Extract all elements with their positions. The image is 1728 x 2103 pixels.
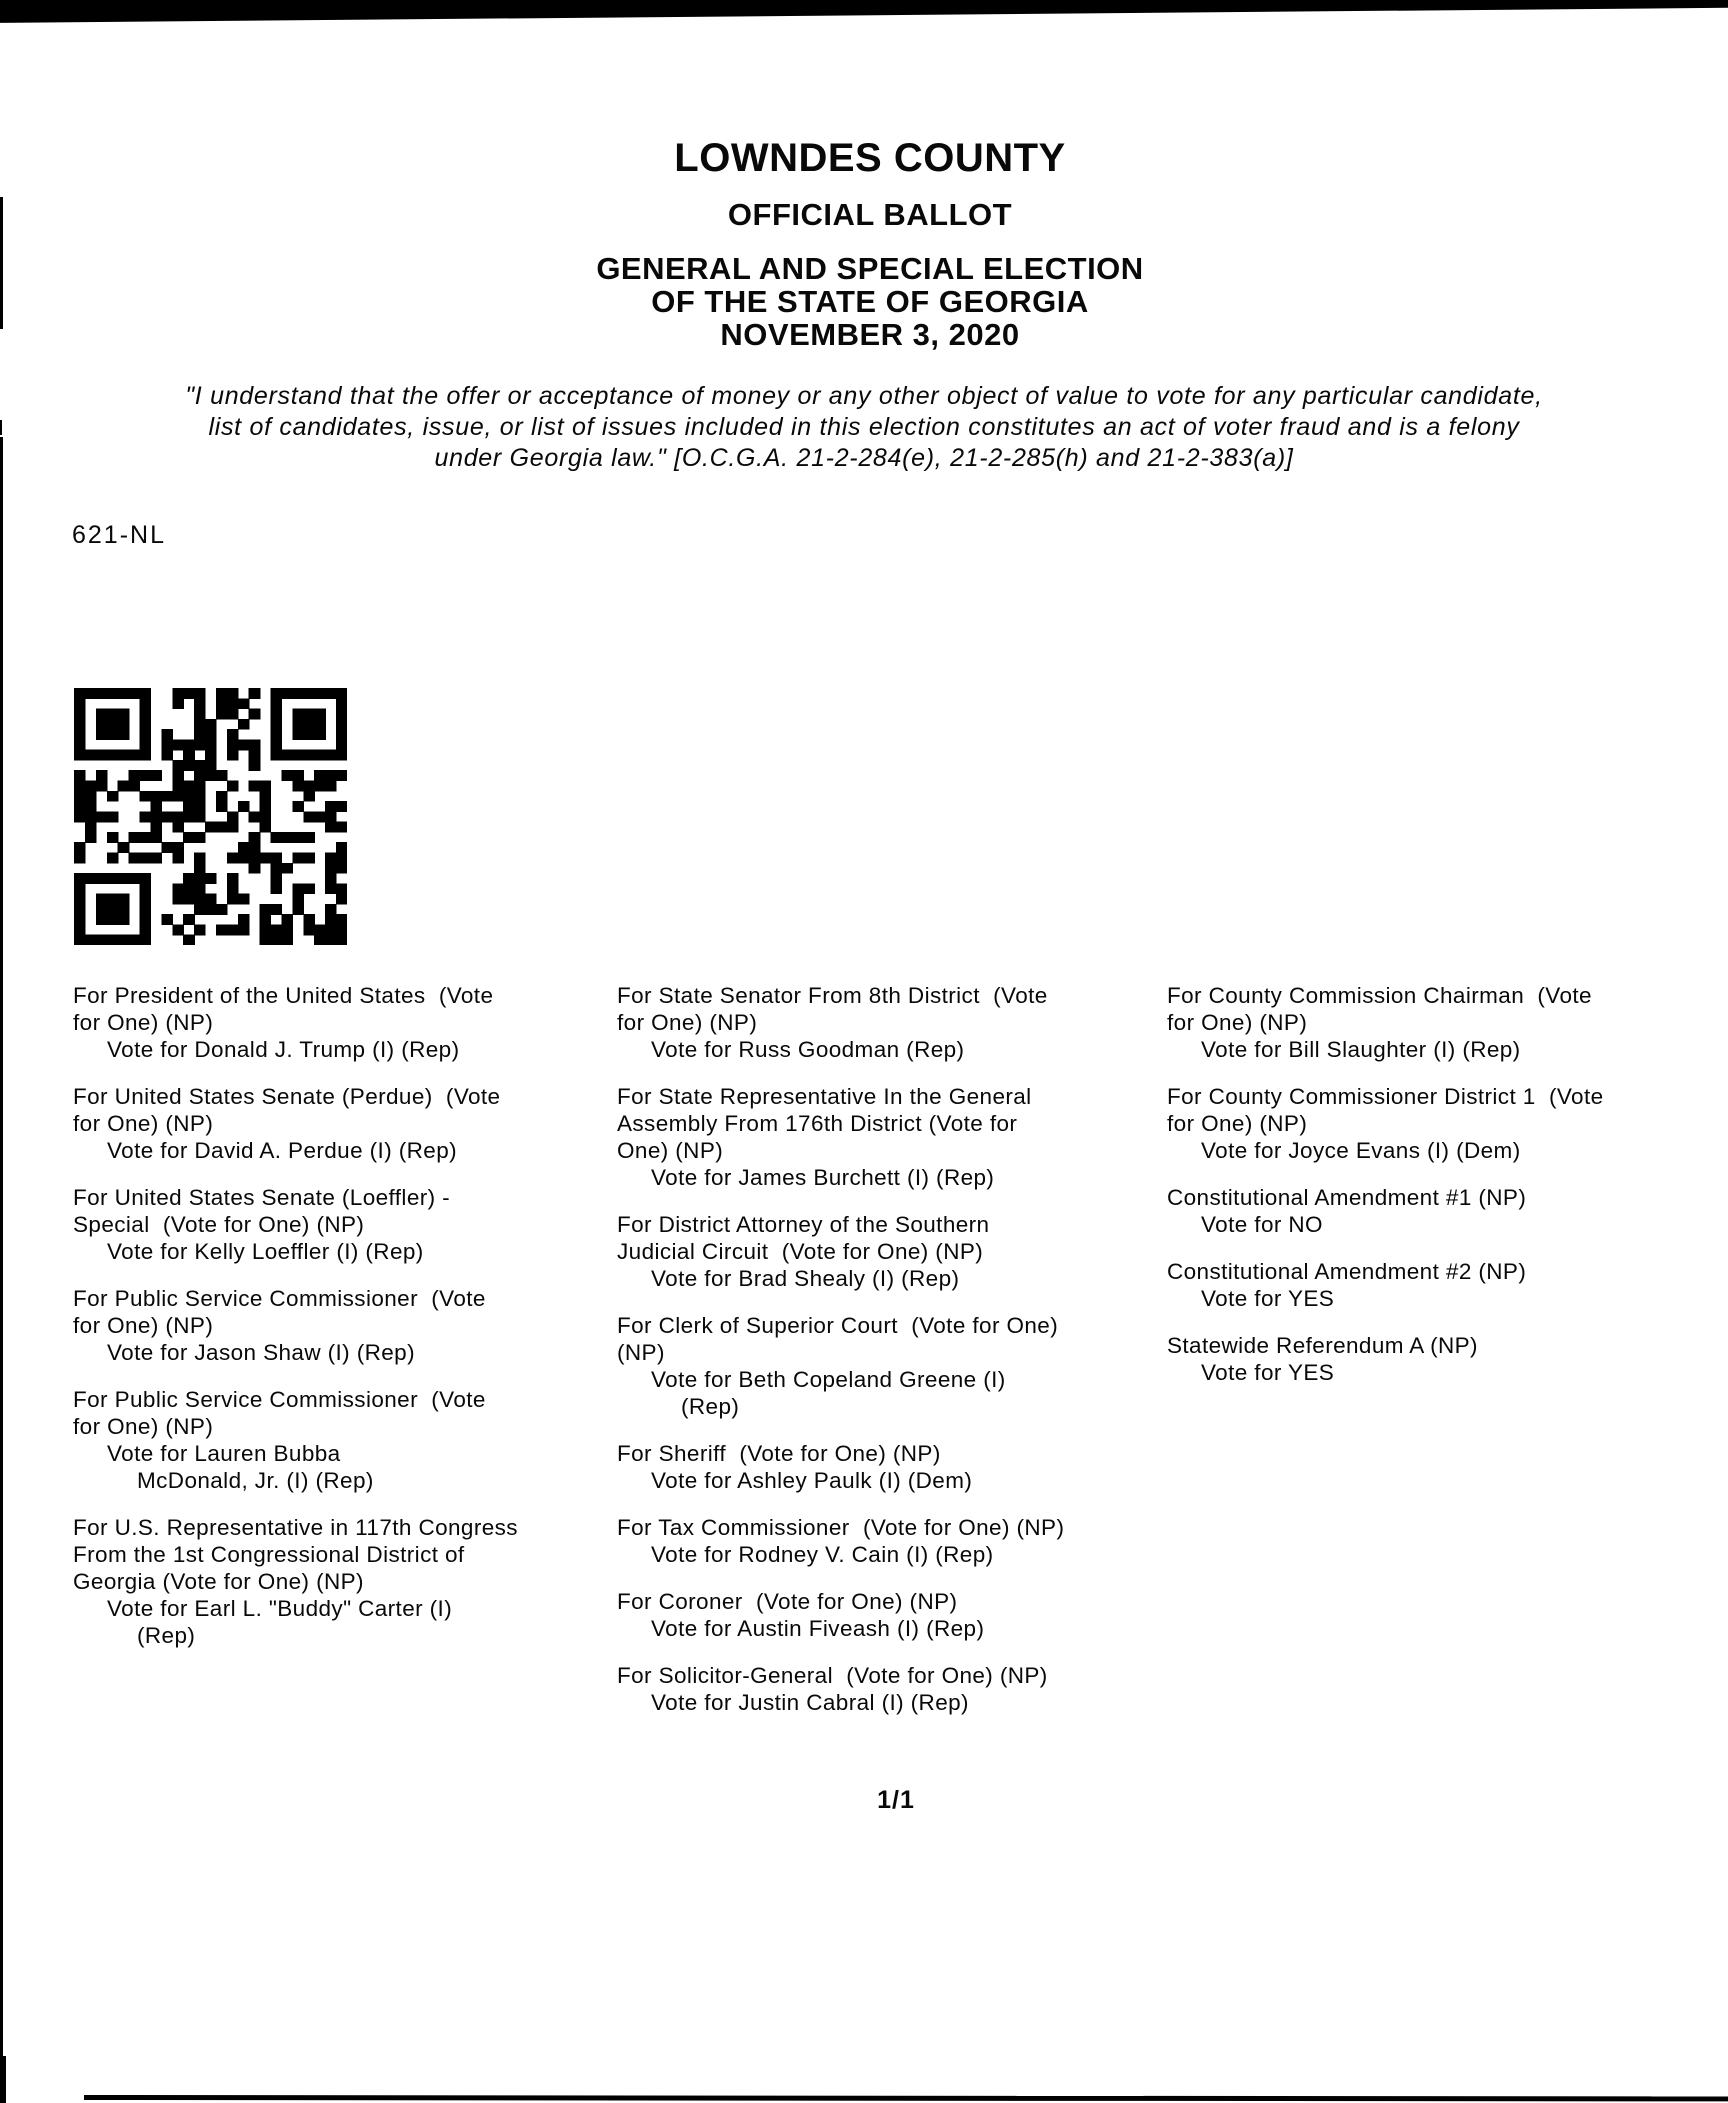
race-heading-line: For County Commissioner District 1 (Vote — [1167, 1084, 1604, 1109]
race — [617, 1515, 1177, 1569]
vote-line: Vote for Kelly Loeffler (I) (Rep) — [107, 1239, 424, 1264]
race — [617, 1663, 1177, 1717]
race — [73, 1185, 633, 1266]
race-heading-line: (NP) — [617, 1340, 665, 1365]
disclaimer-line: under Georgia law." [O.C.G.A. 21-2-284(e), 21-2-285(h) and 21-2-383(a)] — [434, 444, 1294, 472]
race — [1167, 1259, 1727, 1313]
race-heading-line: Constitutional Amendment #1 (NP) — [1167, 1185, 1527, 1210]
race — [617, 1084, 1177, 1192]
election-date: NOVEMBER 3, 2020 — [720, 317, 1020, 352]
race-heading-line: Special (Vote for One) (NP) — [73, 1212, 365, 1237]
race-heading-line: For State Senator From 8th District (Vote — [617, 983, 1048, 1008]
race — [617, 1441, 1177, 1495]
page-number: 1/1 — [877, 1786, 915, 1814]
race-heading-line: for One) (NP) — [1167, 1111, 1308, 1136]
race — [617, 1313, 1177, 1421]
race-heading-line: One) (NP) — [617, 1138, 724, 1163]
vote-line: (Rep) — [137, 1623, 196, 1648]
vote-line: Vote for YES — [1201, 1286, 1335, 1311]
race-heading-line: For President of the United States (Vote — [73, 983, 494, 1008]
race-heading-line: For District Attorney of the Southern — [617, 1212, 990, 1237]
qr-code — [74, 688, 347, 945]
vote-line: Vote for Brad Shealy (I) (Rep) — [651, 1266, 960, 1291]
vote-line: Vote for Earl L. "Buddy" Carter (I) — [107, 1596, 453, 1621]
race — [1167, 1333, 1727, 1387]
ballot-column-2 — [617, 983, 1177, 1737]
race — [1167, 983, 1727, 1064]
ballot-style-code: 621-NL — [72, 521, 166, 549]
race-heading-line: for One) (NP) — [73, 1010, 214, 1035]
race-heading-line: for One) (NP) — [73, 1111, 214, 1136]
ballot-column-3 — [1167, 983, 1727, 1407]
race — [1167, 1084, 1727, 1165]
race-heading-line: For United States Senate (Perdue) (Vote — [73, 1084, 501, 1109]
race-heading-line: For State Representative In the General — [617, 1084, 1032, 1109]
race-heading-line: For Solicitor-General (Vote for One) (NP) — [617, 1663, 1048, 1688]
race-heading-line: For Tax Commissioner (Vote for One) (NP) — [617, 1515, 1065, 1540]
vote-line: Vote for Beth Copeland Greene (I) — [651, 1367, 1006, 1392]
scan-artifact-bottom-line — [84, 2095, 1728, 2101]
vote-line: Vote for Ashley Paulk (I) (Dem) — [651, 1468, 973, 1493]
vote-line: (Rep) — [681, 1394, 740, 1419]
race-heading-line: From the 1st Congressional District of — [73, 1542, 465, 1567]
race — [73, 1387, 633, 1495]
scan-artifact-left-line — [0, 2056, 6, 2103]
county-title: LOWNDES COUNTY — [674, 136, 1066, 180]
vote-line: Vote for NO — [1201, 1212, 1323, 1237]
race-heading-line: For Coroner (Vote for One) (NP) — [617, 1589, 958, 1614]
race — [73, 983, 633, 1064]
vote-line: Vote for James Burchett (I) (Rep) — [651, 1165, 995, 1190]
vote-line: Vote for Joyce Evans (I) (Dem) — [1201, 1138, 1521, 1163]
race-heading-line: For County Commission Chairman (Vote — [1167, 983, 1592, 1008]
race-heading-line: For Sheriff (Vote for One) (NP) — [617, 1441, 941, 1466]
race-heading-line: Assembly From 176th District (Vote for — [617, 1111, 1018, 1136]
race-heading-line: For United States Senate (Loeffler) - — [73, 1185, 451, 1210]
race — [73, 1286, 633, 1367]
vote-line: Vote for Austin Fiveash (I) (Rep) — [651, 1616, 985, 1641]
vote-line: Vote for David A. Perdue (I) (Rep) — [107, 1138, 458, 1163]
vote-line: Vote for Russ Goodman (Rep) — [651, 1037, 965, 1062]
race-heading-line: Statewide Referendum A (NP) — [1167, 1333, 1478, 1358]
vote-line: McDonald, Jr. (I) (Rep) — [137, 1468, 374, 1493]
race-heading-line: for One) (NP) — [73, 1414, 214, 1439]
race-heading-line: Georgia (Vote for One) (NP) — [73, 1569, 364, 1594]
vote-line: Vote for Justin Cabral (I) (Rep) — [651, 1690, 969, 1715]
scan-artifact-left-line — [0, 437, 3, 2103]
race — [617, 983, 1177, 1064]
vote-line: Vote for Rodney V. Cain (I) (Rep) — [651, 1542, 994, 1567]
disclaimer-line: "I understand that the offer or acceptance of money or any other object of value to vote for any particular candidate, — [185, 382, 1543, 410]
race-heading-line: For Public Service Commissioner (Vote — [73, 1387, 486, 1412]
race-heading-line: for One) (NP) — [617, 1010, 758, 1035]
vote-line: Vote for Jason Shaw (I) (Rep) — [107, 1340, 415, 1365]
vote-line: Vote for Bill Slaughter (I) (Rep) — [1201, 1037, 1521, 1062]
race — [73, 1515, 633, 1650]
race-heading-line: For U.S. Representative in 117th Congress — [73, 1515, 518, 1540]
race-heading-line: For Clerk of Superior Court (Vote for One) — [617, 1313, 1059, 1338]
race — [73, 1084, 633, 1165]
race — [1167, 1185, 1727, 1239]
race-heading-line: for One) (NP) — [1167, 1010, 1308, 1035]
race-heading-line: Judicial Circuit (Vote for One) (NP) — [617, 1239, 984, 1264]
voter-fraud-disclaimer — [0, 381, 1728, 474]
vote-line: Vote for Lauren Bubba — [107, 1441, 341, 1466]
election-location: OF THE STATE OF GEORGIA — [651, 284, 1089, 319]
race — [617, 1589, 1177, 1643]
race — [617, 1212, 1177, 1293]
vote-line: Vote for YES — [1201, 1360, 1335, 1385]
race-heading-line: for One) (NP) — [73, 1313, 214, 1338]
ballot-title: OFFICIAL BALLOT — [727, 197, 1013, 232]
race-heading-line: Constitutional Amendment #2 (NP) — [1167, 1259, 1527, 1284]
scan-artifact-top-band — [0, 0, 1728, 23]
ballot-column-1 — [73, 983, 633, 1670]
disclaimer-line: list of candidates, issue, or list of issues included in this election constitutes an act of voter fraud and is a felony — [208, 413, 1520, 441]
election-title: GENERAL AND SPECIAL ELECTION — [596, 251, 1144, 286]
vote-line: Vote for Donald J. Trump (I) (Rep) — [107, 1037, 460, 1062]
race-heading-line: For Public Service Commissioner (Vote — [73, 1286, 486, 1311]
